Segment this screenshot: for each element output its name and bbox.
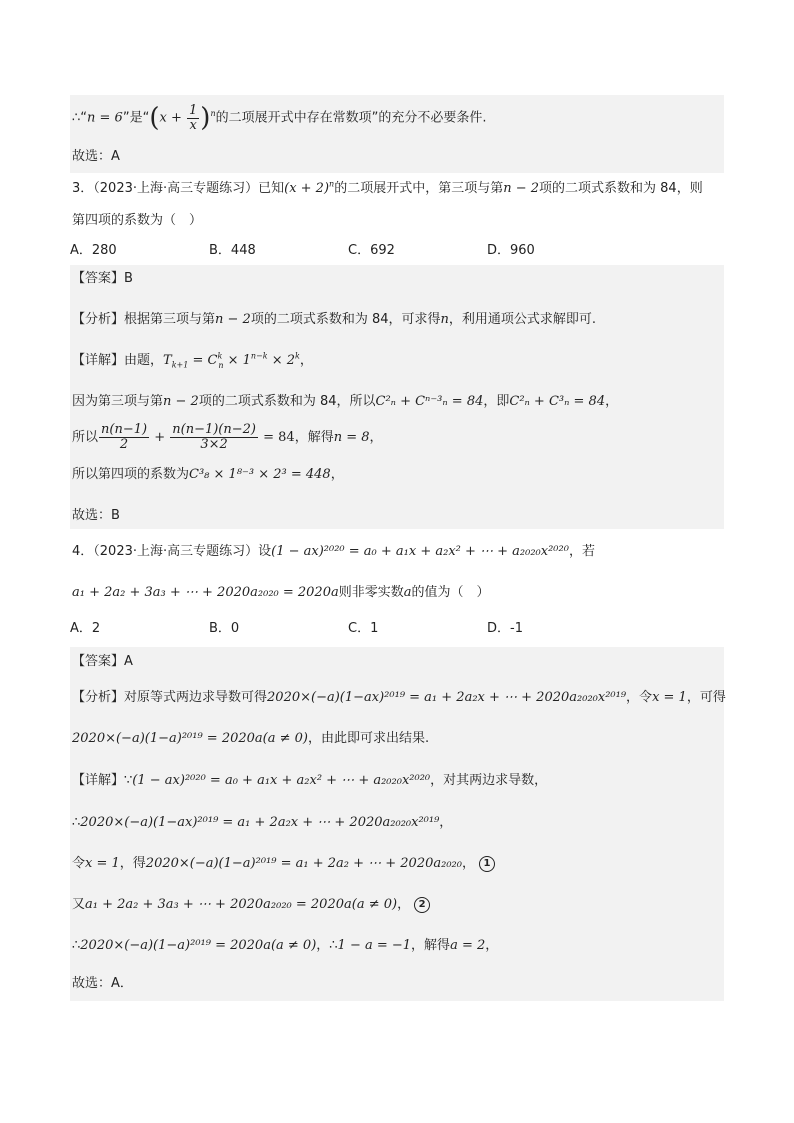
prev-conclusion-line: ∴“n = 6”是“(x + $\frac{1}{x}$ )$^n$的二项展开式中存在常数项”的充分不必要条件. — [72, 102, 487, 133]
q3-option-d: D．960 — [487, 243, 535, 258]
q4-analysis: 【分析】对原等式两边求导数可得2020×(−a)(1−ax)²⁰¹⁹ = a₁ + 2a₂x + ⋯ + 2020a₂₀₂₀x²⁰¹⁹，令x = 1，可得 — [72, 690, 726, 705]
q3-choice: 故选：B — [72, 508, 120, 523]
math-derivative-at-1: 2020×(−a)(1−a)²⁰¹⁹ = 2020a(a ≠ 0) — [72, 731, 308, 746]
math-x-plus-2: (x + 2) — [284, 181, 330, 196]
math-fraction-1-over-x: $\frac{1}{x}$ — [189, 102, 198, 133]
q3-solution-block — [70, 265, 724, 529]
q3-stem-line-2: 第四项的系数为（ ） — [72, 213, 203, 228]
q4-option-a: A．2 — [70, 621, 101, 636]
question-3 — [70, 173, 724, 265]
prev-choice-line: 故选：A — [72, 149, 120, 164]
q3-stem-line-1: 3．（2023·上海·高三专题练习）已知$(x + 2)^n$的二项展开式中，第三项与第n − 2项的二项式系数和为 84，则 — [72, 179, 703, 196]
q4-stem-line-2: a₁ + 2a₂ + 3a₃ + ⋯ + 2020a₂₀₂₀ = 2020a则非零实数a的值为（ ） — [72, 585, 490, 600]
q3-detail-line-3: 所以 $\frac{n(n-1)}{2}$ + $\frac{n(n-1)(n-2)}{3\times 2}$ = 84，解得n = 8， — [72, 422, 383, 452]
math-fraction-n-n-1-over-2: $\frac{n(n-1)}{2}$ — [101, 422, 148, 452]
prev-solution-block — [70, 95, 724, 173]
q4-choice: 故选：A． — [72, 976, 133, 991]
circled-number-1: 1 — [479, 856, 495, 872]
math-fourth-term-coefficient: C³₈ × 1⁸⁻³ × 2³ = 448 — [189, 467, 331, 482]
document-page — [70, 95, 724, 1001]
q4-detail-line-2: ∴2020×(−a)(1−ax)²⁰¹⁹ = a₁ + 2a₂x + ⋯ + 2020a₂₀₂₀x²⁰¹⁹， — [72, 815, 453, 830]
q3-detail-line-4: 所以第四项的系数为C³₈ × 1⁸⁻³ × 2³ = 448， — [72, 467, 344, 482]
q3-option-a: A．280 — [70, 243, 117, 258]
q3-analysis: 【分析】根据第三项与第n − 2项的二项式系数和为 84，可求得n，利用通项公式求解即可. — [72, 312, 597, 327]
q3-answer: 【答案】B — [72, 271, 133, 286]
math-weighted-sum: a₁ + 2a₂ + 3a₃ + ⋯ + 2020a₂₀₂₀ = 2020a — [72, 585, 339, 600]
q4-answer: 【答案】A — [72, 654, 133, 669]
q4-detail-line-4: 又a₁ + 2a₂ + 3a₃ + ⋯ + 2020a₂₀₂₀ = 2020a(a ≠ 0)， 2 — [70, 885, 724, 925]
q4-options — [70, 611, 724, 647]
q4-detail-line-5: ∴2020×(−a)(1−a)²⁰¹⁹ = 2020a(a ≠ 0)，∴1 − a = −1，解得a = 2， — [72, 938, 499, 953]
q4-detail-line-3: 令x = 1，得2020×(−a)(1−a)²⁰¹⁹ = a₁ + 2a₂ + ⋯ + 2020a₂₀₂₀， 1 — [70, 843, 724, 885]
q4-option-d: D．-1 — [487, 621, 523, 636]
circled-number-2: 2 — [414, 897, 430, 913]
math-expansion: (1 − ax)²⁰²⁰ = a₀ + a₁x + a₂x² + ⋯ + a₂₀₂₀x²⁰²⁰ — [271, 544, 569, 559]
q4-analysis-line-2: 2020×(−a)(1−a)²⁰¹⁹ = 2020a(a ≠ 0)，由此即可求出结果. — [72, 731, 430, 746]
q4-detail: 【详解】∵(1 − ax)²⁰²⁰ = a₀ + a₁x + a₂x² + ⋯ + a₂₀₂₀x²⁰²⁰，对其两边求导数， — [72, 773, 548, 788]
q4-option-c: C．1 — [348, 621, 379, 636]
question-4 — [70, 529, 724, 647]
q4-option-b: B．0 — [209, 621, 240, 636]
q3-option-c: C．692 — [348, 243, 395, 258]
math-general-term: $T_{k+1} = C^k_n \times 1^{n-k} \times 2^k$ — [163, 351, 300, 370]
math-combination-sum-2: C²ₙ + C³ₙ = 84 — [509, 394, 606, 409]
q3-detail-line-2: 因为第三项与第n − 2项的二项式系数和为 84，所以C²ₙ + Cⁿ⁻³ₙ = 84，即C²ₙ + C³ₙ = 84， — [72, 394, 619, 409]
math-derivative-equation: 2020×(−a)(1−ax)²⁰¹⁹ = a₁ + 2a₂x + ⋯ + 2020a₂₀₂₀x²⁰¹⁹ — [267, 690, 627, 705]
q3-option-b: B．448 — [209, 243, 256, 258]
math-n-equals-6: n = 6 — [87, 110, 123, 126]
q4-stem-line-1: 4．（2023·上海·高三专题练习）设(1 − ax)²⁰²⁰ = a₀ + a₁x + a₂x² + ⋯ + a₂₀₂₀x²⁰²⁰，若 — [72, 544, 595, 559]
math-combination-sum-1: C²ₙ + Cⁿ⁻³ₙ = 84 — [375, 394, 484, 409]
q3-options — [70, 237, 724, 265]
q4-solution-block — [70, 647, 724, 1001]
math-fraction-n-n-1-n-2-over-6: $\frac{n(n-1)(n-2)}{3\times 2}$ — [172, 422, 256, 452]
q3-detail: 【详解】由题，$T_{k+1} = C^k_n \times 1^{n-k} \times 2^k$， — [72, 351, 313, 370]
